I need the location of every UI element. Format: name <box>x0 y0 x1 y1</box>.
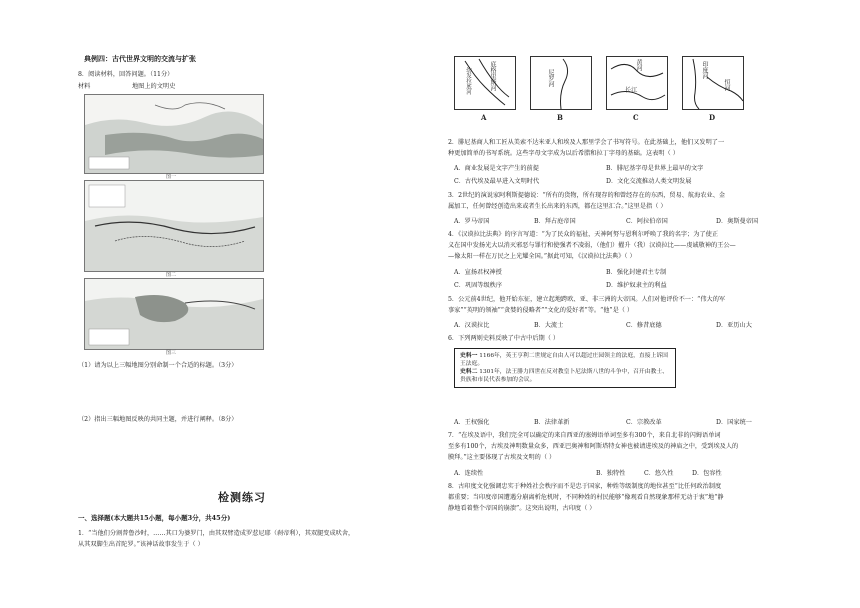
q2-option-d: D．文化交流推动人类文明发展 <box>606 178 692 185</box>
section-title: 检测练习 <box>218 491 266 504</box>
question-1-line-2: 从其双脚生出首陀罗。”该神话故事发生于（ ） <box>78 541 204 548</box>
q6-source-1-text: 1166年，英王亨利二世规定自由人可以超过庄园领主的法庭，直接上诉国王法庭。 <box>460 353 668 367</box>
question-5-line-1: 5．公元前4世纪，他开始东征，建立起地跨欧、亚、非三洲的大帝国。人们对他评价不一：“伟大的军 <box>448 296 726 303</box>
q3-option-a: A．罗马帝国 <box>454 218 490 225</box>
part-1-title: 一、选择题(本大题共15小题，每小题3分，共45分) <box>78 514 231 522</box>
mini-map-a-letter: A <box>481 113 487 122</box>
q5-option-b: B．大流士 <box>534 322 564 329</box>
q7-option-a: A．连续性 <box>454 470 484 477</box>
mini-map-a <box>454 56 516 122</box>
question-8-line-1: 8．古印度文化强调忠实于种姓社会秩序而不是忠于国家，种姓等级制度的地位甚至“比任何政治制度 <box>448 483 722 490</box>
q5-option-a: A．汉谟拉比 <box>454 322 490 329</box>
q6-option-a: A．王权强化 <box>454 419 490 426</box>
q6-source-1 <box>460 352 670 368</box>
q4-option-b: B．强化封建君主专制 <box>606 269 667 276</box>
q5-option-c: C．修昔底德 <box>626 322 662 329</box>
q2-option-a: A．商业发展是文字产生的前提 <box>454 165 539 172</box>
map-3-graphic <box>85 279 263 349</box>
mini-map-c-river-1: 黄河 <box>635 59 642 71</box>
q5-option-d: D．亚历山大 <box>716 322 752 329</box>
map-1 <box>84 94 264 174</box>
question-1-line-1: 1．“当他们分割普鲁沙时，……其口为婆罗门，由其双臂造成罗惹尼耶（刹帝利），其双腿变成吠舍， <box>78 530 355 537</box>
question-4-line-2: 义在国中发扬光大以消灭邪恶与罪行和使强者不凌弱，（他们）擢升（我）汉谟拉比——虔诚敬神的王公— <box>448 242 736 249</box>
mini-map-d-letter: D <box>709 113 716 122</box>
q6-source-box <box>454 348 676 388</box>
q4-option-c: C．巩固等级秩序 <box>454 282 503 289</box>
mini-map-b <box>530 56 592 122</box>
q4-option-a: A．宣扬君权神授 <box>454 269 502 276</box>
question-4-line-3: —像太阳一样在万民之上光耀全国。”据此可知，《汉谟拉比法典》（ ） <box>448 253 636 260</box>
q4-option-d: D．维护奴隶主的利益 <box>606 282 667 289</box>
q7-option-c: C．悠久性 <box>644 470 674 477</box>
q2-option-b: B．腓尼基字母是世界上最早的文字 <box>606 165 704 172</box>
q7-option-b: B．独特性 <box>596 470 626 477</box>
question-3-line-2: 属加工，任何曾经创造出来或者生长出来的东西，都在这里汇合。”这里是指（ ） <box>448 203 667 210</box>
q6-source-2-text: 1301年，法王腓力四世在反对教皇卜尼法斯八世的斗争中，召开由教士、贵族和市民代表参加的会议。 <box>460 369 668 383</box>
q3-option-b: B．拜占庭帝国 <box>534 218 576 225</box>
question-6-line-1: 6．下列两则史料反映了中古中后期（ ） <box>448 335 560 342</box>
q3-option-d: D．奥斯曼帝国 <box>716 218 759 225</box>
mini-map-b-letter: B <box>557 113 563 122</box>
question-3-line-1: 3．2世纪的演说家阿利斯提德说：“所有的货物，所有现存的和曾经存在的东西，贸易、航海农业、金 <box>448 192 726 199</box>
mini-map-b-rivers <box>531 57 591 109</box>
question-7-line-3: 膜拜。”这主要体现了古埃及文明的（ ） <box>448 454 556 461</box>
question-2-line-2: 种更加简单的书写系统。这些字母文字成为以后希腊和拉丁字母的基础。这表明（ ） <box>448 150 679 157</box>
question-2-line-1: 2．腓尼基商人和工匠从美索不达米亚人和埃及人那里学会了书写符号。在此基础上，他们又发明了一 <box>448 139 725 146</box>
map-1-caption: 图一 <box>166 174 177 180</box>
question-7-line-1: 7．“在埃及语中，我们完全可以确定的来自西亚的塞姆语单词至多有300个，来自北非的闪姆语单词 <box>448 432 721 439</box>
mini-map-d <box>682 56 744 122</box>
material-label: 材料 <box>78 83 91 90</box>
mini-map-b-river: 尼罗河 <box>547 69 554 87</box>
mini-map-d-river-2: 恒河 <box>723 79 730 91</box>
example-title: 典例四：古代世界文明的交流与扩张 <box>84 54 196 63</box>
mini-map-d-rivers <box>683 57 743 109</box>
map-3 <box>84 278 264 350</box>
q2-option-c: C．古代埃及最早进入文明时代 <box>454 178 540 185</box>
question-8-line-2: 都重要；当印度帝国遭遇分崩离析危机时，不同种姓的村民能够“像观看自然现象那样无动于衷”地“静 <box>448 494 724 501</box>
mini-map-a-river-2: 幼发拉底河 <box>465 67 471 95</box>
q6-option-d: D．国家统一 <box>716 419 752 426</box>
q6-option-b: B．法律革新 <box>534 419 570 426</box>
q6-source-2 <box>460 368 670 384</box>
question-8-stem: 8．阅读材料，回答问题。（11分） <box>78 71 174 78</box>
map-2-graphic <box>85 181 263 271</box>
question-8-line-3: 静地看着整个帝国的崩溃”。这突出说明，古印度（ ） <box>448 505 596 512</box>
q6-source-2-label: 史料二 <box>460 369 478 375</box>
question-4-line-1: 4．《汉谟拉比法典》的序言写道：“为了民众的福祉，天神阿努与恩利尔呼唤了我的名字；为了使正 <box>448 231 719 238</box>
q3-option-c: C．阿拉伯帝国 <box>626 218 668 225</box>
mini-map-a-river-1: 底格里斯河 <box>489 61 496 91</box>
mini-map-d-river-1: 印度河 <box>701 61 708 79</box>
mini-map-c-letter: C <box>633 113 639 122</box>
sub-question-2: （2）指出三幅地图反映的共同主题，并进行阐释。（8分） <box>78 416 238 423</box>
question-7-line-2: 至多有100个，古埃及神明数量众多，西亚巴奥神和阿斯塔特女神也被请进埃及的神庙之中，受到埃及人的 <box>448 443 739 450</box>
q6-source-1-label: 史料一 <box>460 353 478 359</box>
map-2 <box>84 180 264 272</box>
map-3-caption: 图三 <box>166 350 177 356</box>
map-2-caption: 图二 <box>166 272 177 278</box>
sub-question-1: （1）请为以上三幅地图分别命制一个合适的标题。（3分） <box>78 362 238 369</box>
q6-option-c: C．宗教改革 <box>626 419 662 426</box>
q7-option-d: D．包容性 <box>692 470 722 477</box>
question-5-line-2: 事家”“英明的领袖”“贪婪的侵略者”“文化的爱好者”等。“他”是（ ） <box>448 307 634 314</box>
map-1-graphic <box>85 95 263 173</box>
mini-map-c <box>606 56 668 122</box>
mini-map-a-rivers <box>455 57 515 109</box>
mini-map-c-river-2: 长江 <box>625 87 638 94</box>
material-description: 地图上的文明史 <box>132 83 176 90</box>
